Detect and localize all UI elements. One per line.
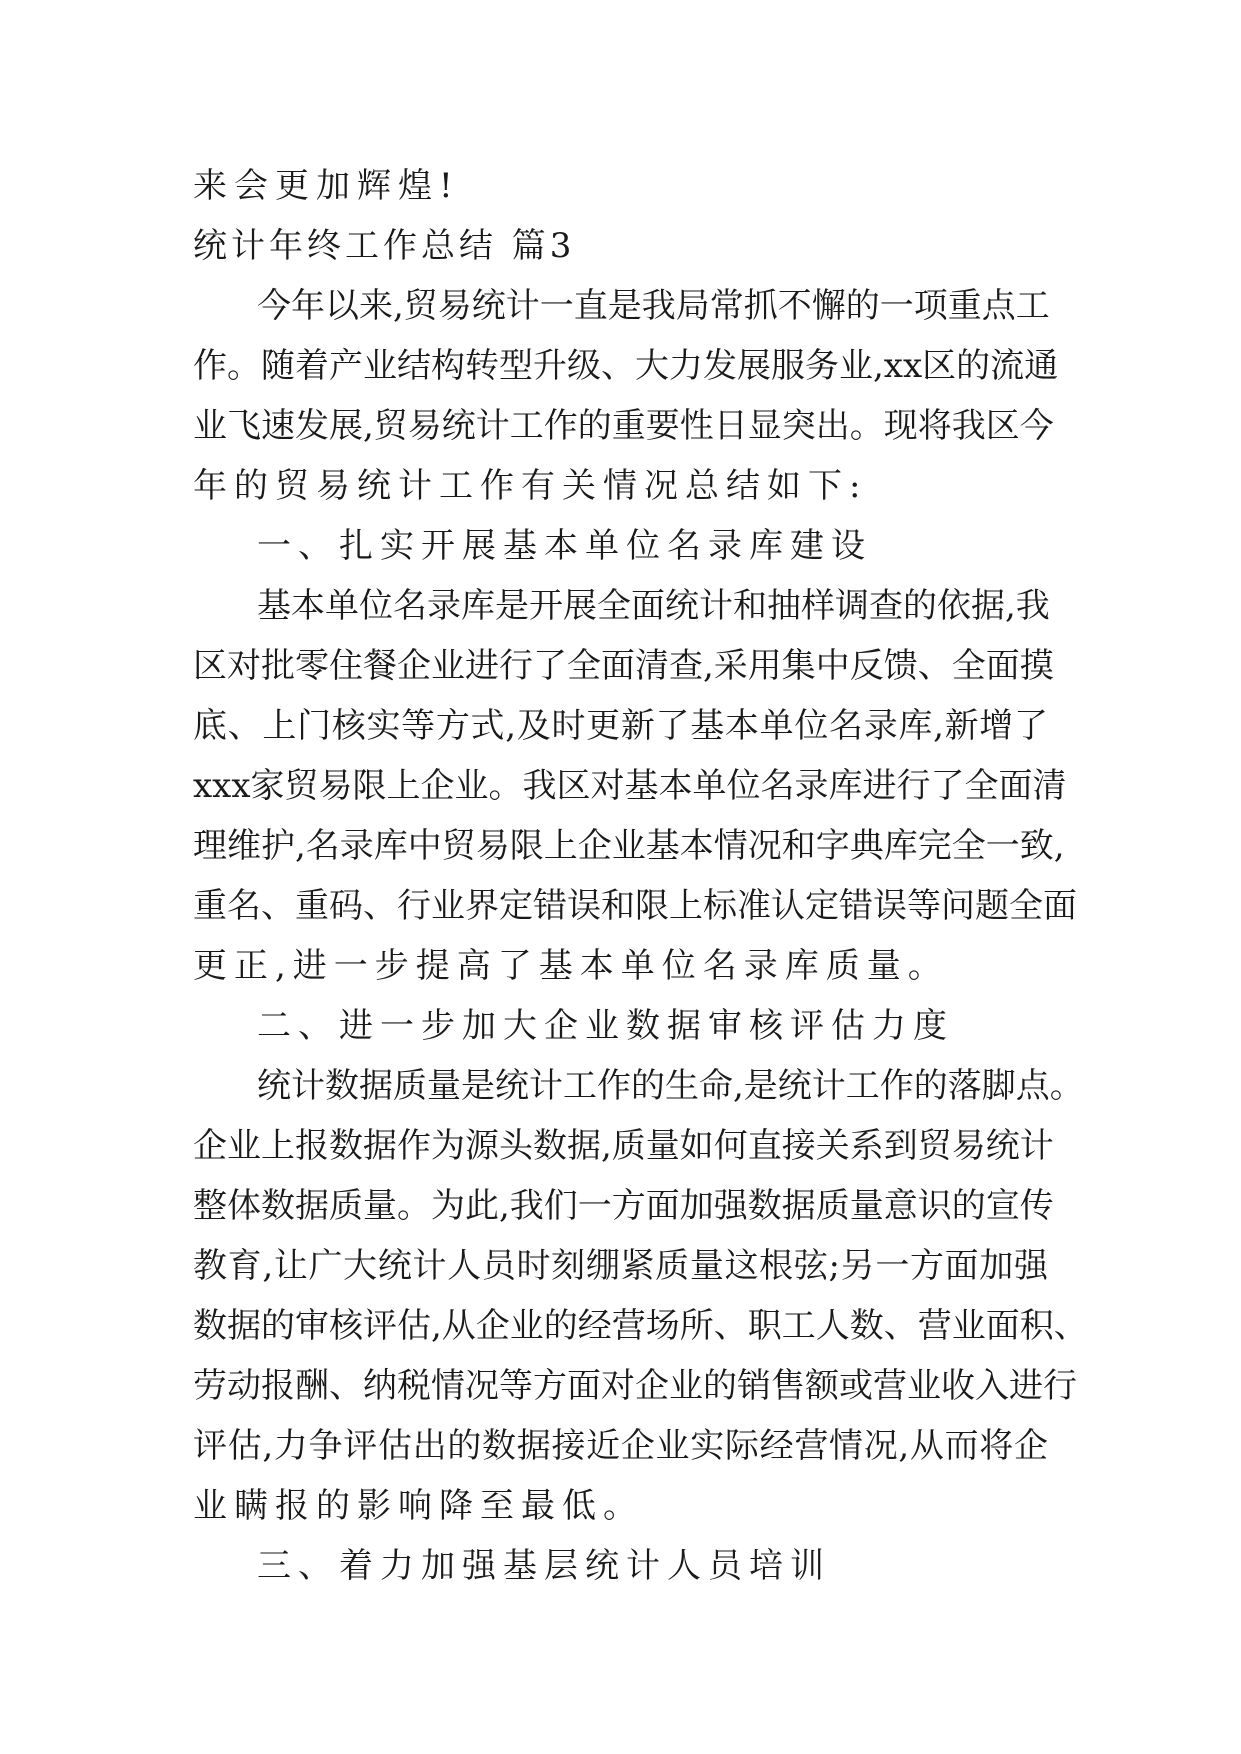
paragraph-line: 企业上报数据作为源头数据,质量如何直接关系到贸易统计 (193, 1126, 1054, 1166)
paragraph-line: 区对批零住餐企业进行了全面清查,采用集中反馈、全面摸 (193, 646, 1054, 686)
heading-line: 二、进一步加大企业数据审核评估力度 (257, 1006, 954, 1046)
heading-line: 三、着力加强基层统计人员培训 (257, 1546, 831, 1586)
paragraph-line: 统计数据质量是统计工作的生命,是统计工作的落脚点。 (257, 1066, 1084, 1106)
paragraph-line: 劳动报酬、纳税情况等方面对企业的销售额或营业收入进行 (193, 1366, 1077, 1406)
paragraph-line: 基本单位名录库是开展全面统计和抽样调查的依据,我 (257, 586, 1050, 626)
paragraph-line: 今年以来,贸易统计一直是我局常抓不懈的一项重点工 (257, 286, 1050, 326)
paragraph-line: 评估,力争评估出的数据接近企业实际经营情况,从而将企 (193, 1426, 1048, 1466)
section-title: 统计年终工作总结 篇3 (193, 226, 576, 266)
paragraph-line: 数据的审核评估,从企业的经营场所、职工人数、营业面积、 (193, 1306, 1088, 1346)
paragraph-line: 整体数据质量。为此,我们一方面加强数据质量意识的宣传 (193, 1186, 1054, 1226)
paragraph-line: 重名、重码、行业界定错误和限上标准认定错误等问题全面 (193, 886, 1077, 926)
paragraph-line: 教育,让广大统计人员时刻绷紧质量这根弦;另一方面加强 (193, 1246, 1048, 1286)
paragraph-line: 年的贸易统计工作有关情况总结如下: (193, 466, 868, 506)
paragraph-line: 更正,进一步提高了基本单位名录库质量。 (193, 946, 949, 986)
paragraph-line: 理维护,名录库中贸易限上企业基本情况和字典库完全一致, (193, 826, 1065, 866)
paragraph-line: 作。随着产业结构转型升级、大力发展服务业,xx区的流通 (193, 346, 1059, 386)
paragraph-line: 业瞒报的影响降至最低。 (193, 1486, 644, 1526)
paragraph-line: 底、上门核实等方式,及时更新了基本单位名录库,新增了 (193, 706, 1048, 746)
paragraph-line: xxx家贸易限上企业。我区对基本单位名录库进行了全面清 (193, 766, 1067, 806)
text-line: 来会更加辉煌! (193, 166, 460, 206)
paragraph-line: 业飞速发展,贸易统计工作的重要性日显突出。现将我区今 (193, 406, 1054, 446)
heading-line: 一、扎实开展基本单位名录库建设 (257, 526, 872, 566)
